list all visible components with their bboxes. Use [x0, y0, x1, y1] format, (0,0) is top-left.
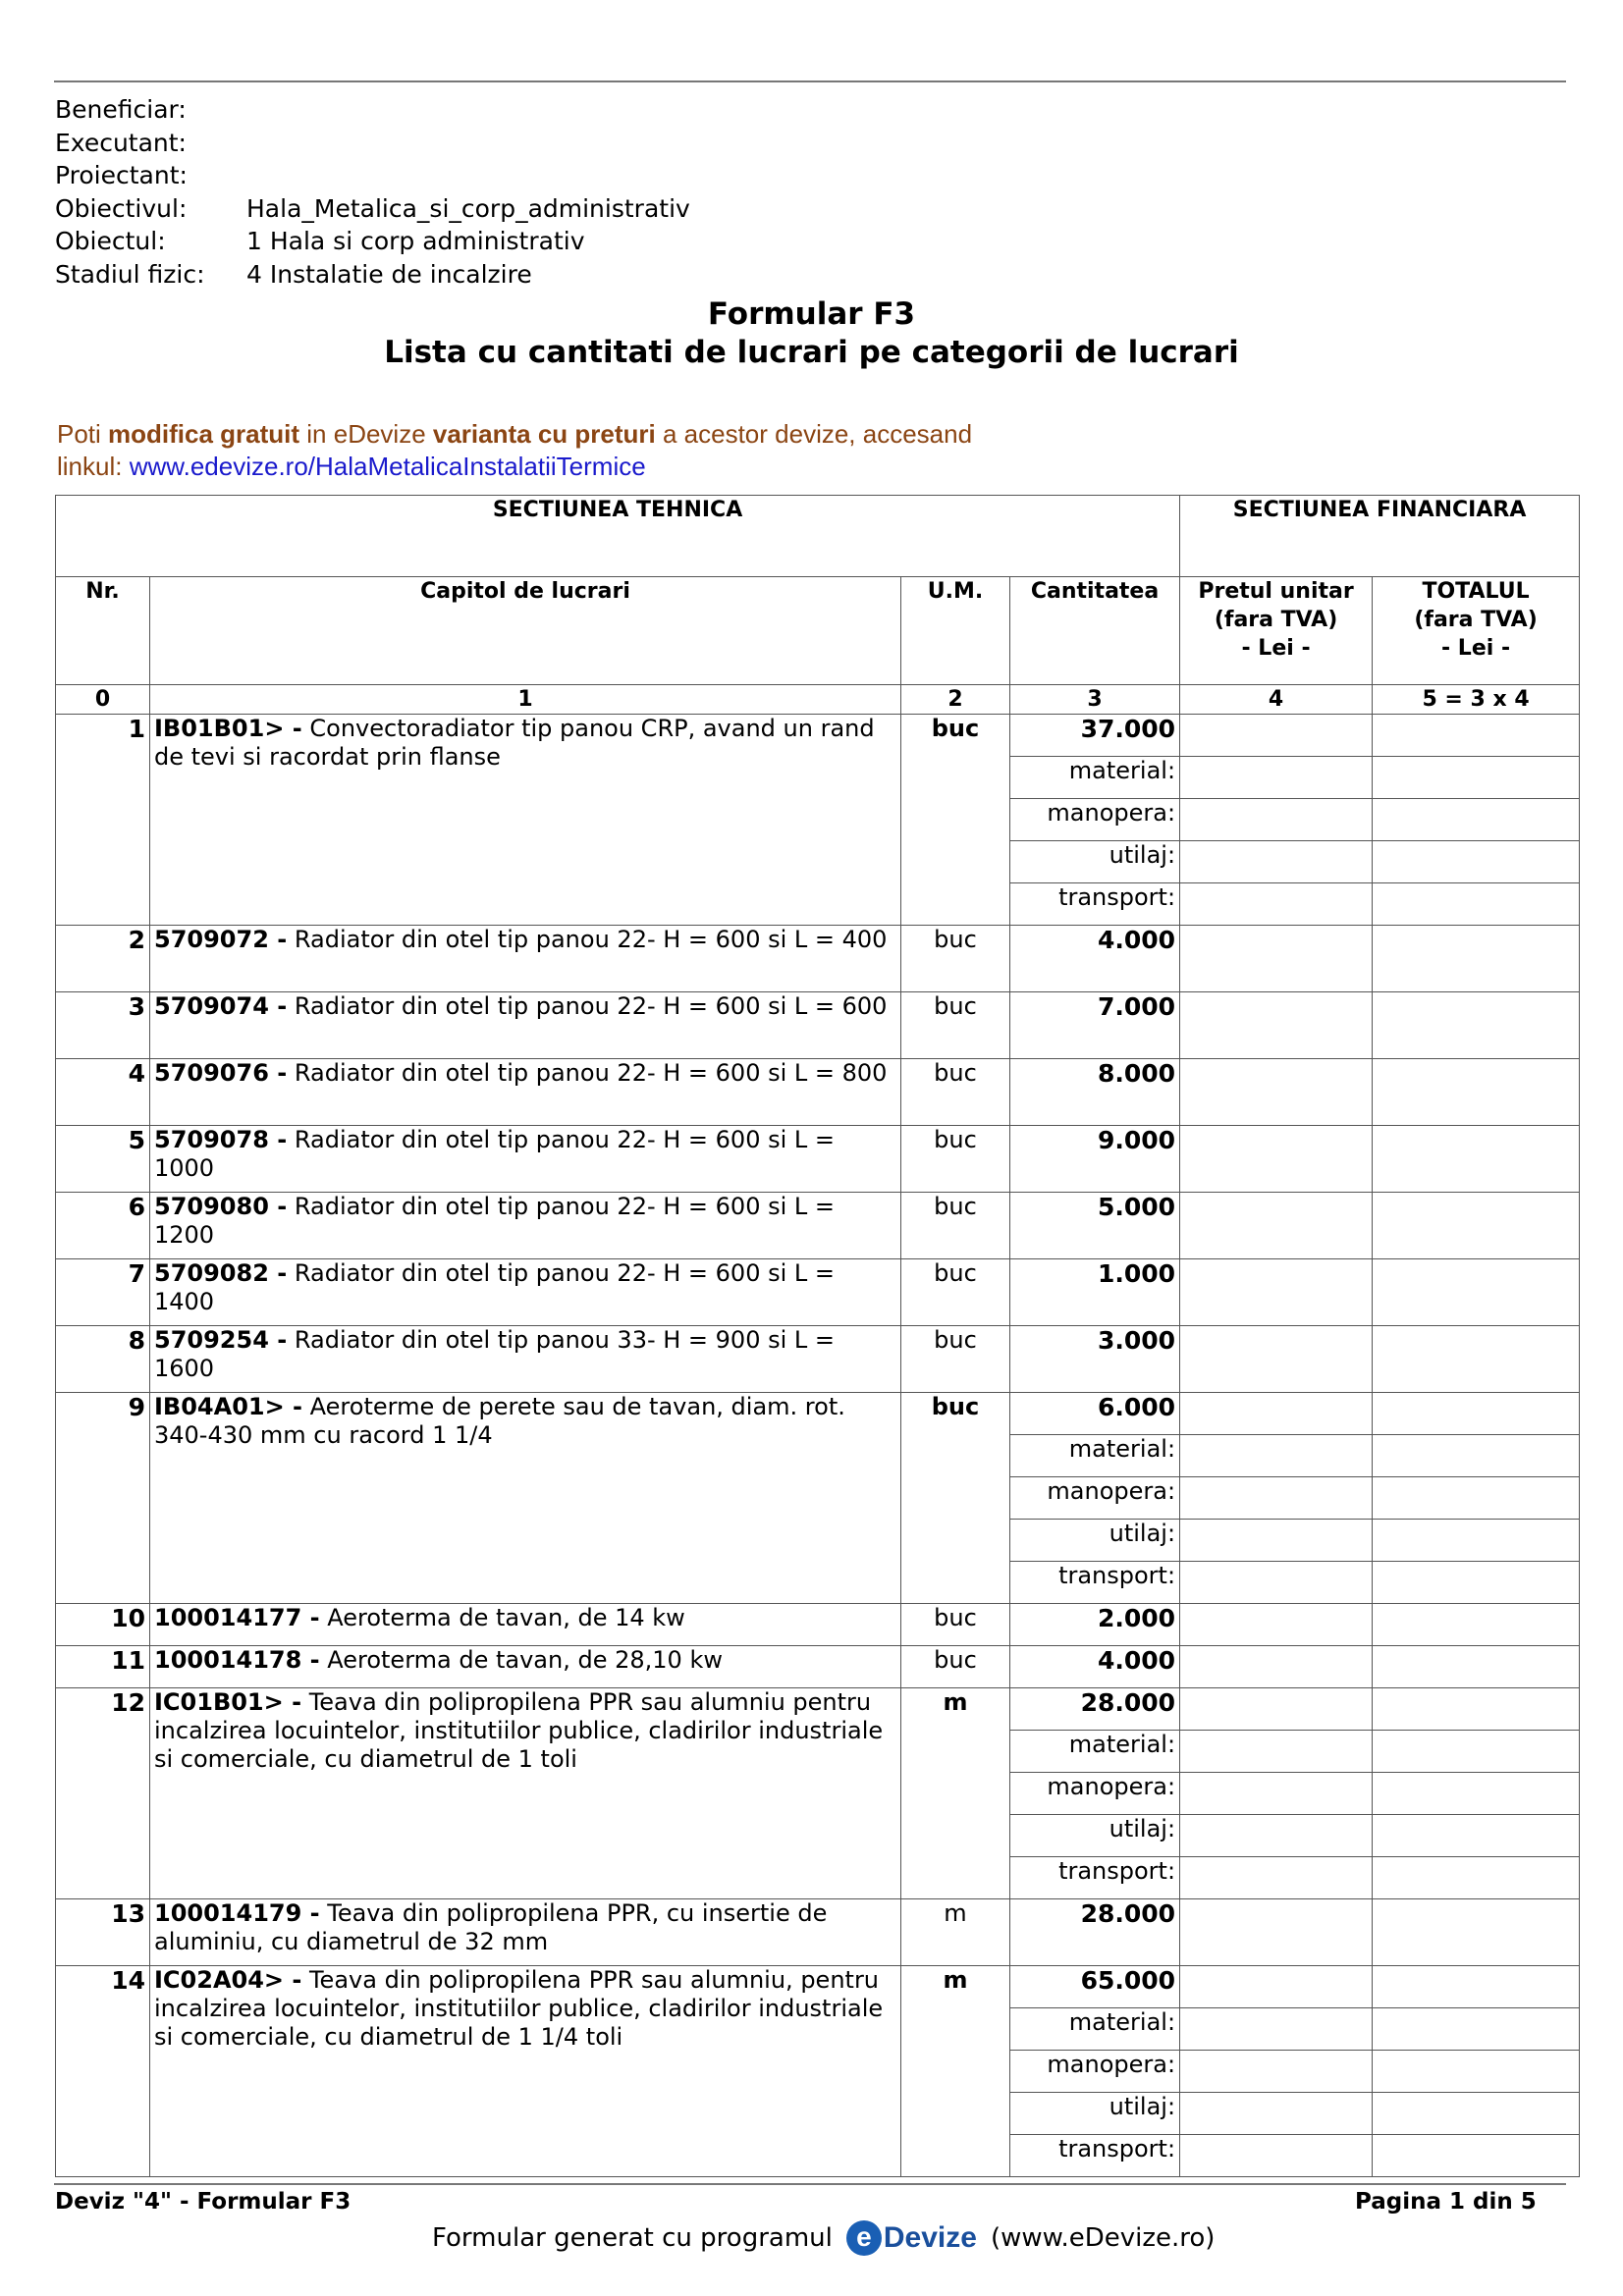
row-description: Radiator din otel tip panou 33- H = 900 si L = 1600 [154, 1326, 836, 1382]
table-row [56, 926, 1580, 992]
row-description: Radiator din otel tip panou 22- H = 600 si L = 1000 [154, 1126, 836, 1182]
col-index-3: 3 [1010, 685, 1180, 715]
row-total [1373, 992, 1580, 1059]
col-index-5: 5 = 3 x 4 [1373, 685, 1580, 715]
row-description: Radiator din otel tip panou 22- H = 600 si L = 800 [287, 1059, 888, 1087]
subrow-total [1373, 841, 1580, 883]
row-code: 5709072 - [154, 926, 288, 953]
subrow-total [1373, 1815, 1580, 1857]
footer-deviz: Deviz "4" - Formular F3 [55, 2189, 352, 2215]
row-total [1373, 1966, 1580, 2008]
subrow-label: transport: [1010, 1562, 1180, 1604]
subrow-unit-price [1180, 1435, 1373, 1477]
row-description: Aeroterme de perete sau de tavan, diam. rot. 340-430 mm cu racord 1 1/4 [154, 1393, 845, 1449]
subrow-total [1373, 883, 1580, 926]
row-total [1373, 1126, 1580, 1193]
row-um: buc [901, 1326, 1010, 1393]
row-code: 5709082 - [154, 1259, 288, 1287]
row-description: Aeroterma de tavan, de 28,10 kw [319, 1646, 723, 1674]
subrow-unit-price [1180, 1857, 1373, 1899]
row-code: IB04A01> - [154, 1393, 303, 1420]
row-nr: 8 [56, 1326, 150, 1393]
meta-proiectant: Proiectant: [55, 161, 188, 190]
row-unit-price [1180, 1193, 1373, 1259]
row-nr: 3 [56, 992, 150, 1059]
subrow-unit-price [1180, 1562, 1373, 1604]
row-unit-price [1180, 1966, 1373, 2008]
footer-rule [54, 2183, 1566, 2185]
subrow-unit-price [1180, 1815, 1373, 1857]
row-code: 100014179 - [154, 1899, 320, 1927]
row-capitol [150, 1688, 901, 1899]
row-quantity: 9.000 [1010, 1126, 1180, 1193]
row-um: buc [901, 1193, 1010, 1259]
row-description: Aeroterma de tavan, de 14 kw [319, 1604, 685, 1631]
row-capitol [150, 1604, 901, 1646]
promo-text: Poti modifica gratuit in eDevize varianta cu preturi a acestor devize, accesand linkul: www.edevize.ro/HalaMetalicaInstalatiiTermice [57, 419, 973, 481]
row-capitol [150, 1126, 901, 1193]
row-code: IC01B01> - [154, 1688, 302, 1716]
subrow-total [1373, 1857, 1580, 1899]
row-quantity: 1.000 [1010, 1259, 1180, 1326]
subrow-unit-price [1180, 2093, 1373, 2135]
row-nr: 10 [56, 1604, 150, 1646]
subrow-label: transport: [1010, 1857, 1180, 1899]
row-total [1373, 1688, 1580, 1731]
row-nr: 1 [56, 715, 150, 926]
row-quantity: 4.000 [1010, 926, 1180, 992]
subrow-unit-price [1180, 2008, 1373, 2051]
row-unit-price [1180, 1059, 1373, 1126]
row-code: 100014177 - [154, 1604, 320, 1631]
subrow-unit-price [1180, 799, 1373, 841]
row-nr: 11 [56, 1646, 150, 1688]
subrow-label: manopera: [1010, 1477, 1180, 1520]
col-index-0: 0 [56, 685, 150, 715]
row-code: 5709078 - [154, 1126, 288, 1153]
table-row [56, 1393, 1580, 1435]
row-code: 5709074 - [154, 992, 288, 1020]
subrow-total [1373, 1435, 1580, 1477]
row-unit-price [1180, 1259, 1373, 1326]
subrow-label: material: [1010, 1731, 1180, 1773]
row-nr: 4 [56, 1059, 150, 1126]
row-quantity: 3.000 [1010, 1326, 1180, 1393]
row-um: buc [901, 926, 1010, 992]
row-description: Radiator din otel tip panou 22- H = 600 si L = 400 [287, 926, 888, 953]
top-rule [54, 80, 1566, 82]
row-capitol [150, 1393, 901, 1604]
row-capitol [150, 1193, 901, 1259]
table-row [56, 1688, 1580, 1731]
meta-beneficiar: Beneficiar: [55, 95, 187, 124]
table-row [56, 1604, 1580, 1646]
meta-obiectul: Obiectul: 1 Hala si corp administrativ [55, 227, 585, 256]
subrow-total [1373, 1562, 1580, 1604]
row-quantity: 6.000 [1010, 1393, 1180, 1435]
table-row [56, 715, 1580, 757]
subrow-total [1373, 757, 1580, 799]
table-row [56, 1126, 1580, 1193]
row-unit-price [1180, 1604, 1373, 1646]
subrow-unit-price [1180, 883, 1373, 926]
row-nr: 6 [56, 1193, 150, 1259]
row-description: Radiator din otel tip panou 22- H = 600 si L = 1200 [154, 1193, 836, 1249]
row-quantity: 28.000 [1010, 1899, 1180, 1966]
row-capitol [150, 715, 901, 926]
row-unit-price [1180, 1646, 1373, 1688]
row-unit-price [1180, 1126, 1373, 1193]
row-unit-price [1180, 926, 1373, 992]
row-description: Teava din polipropilena PPR, cu insertie de aluminiu, cu diametrul de 32 mm [154, 1899, 828, 1955]
row-total [1373, 1259, 1580, 1326]
row-total [1373, 715, 1580, 757]
edevize-logo: e Devize [846, 2220, 977, 2256]
row-unit-price [1180, 1393, 1373, 1435]
subrow-label: material: [1010, 2008, 1180, 2051]
quantities-table [55, 495, 1580, 2177]
row-quantity: 37.000 [1010, 715, 1180, 757]
table-row [56, 1899, 1580, 1966]
col-pret-unitar: Pretul unitar (fara TVA) - Lei - [1180, 577, 1373, 685]
subrow-label: material: [1010, 757, 1180, 799]
row-um: m [901, 1966, 1010, 2177]
table-row [56, 1646, 1580, 1688]
meta-executant: Executant: [55, 128, 187, 157]
row-total [1373, 1604, 1580, 1646]
row-quantity: 4.000 [1010, 1646, 1180, 1688]
row-total [1373, 1393, 1580, 1435]
row-description: Convectoradiator tip panou CRP, avand un rand de tevi si racordat prin flanse [154, 715, 875, 771]
row-unit-price [1180, 1688, 1373, 1731]
row-unit-price [1180, 1899, 1373, 1966]
subrow-unit-price [1180, 841, 1373, 883]
row-quantity: 28.000 [1010, 1688, 1180, 1731]
row-um: m [901, 1899, 1010, 1966]
row-quantity: 7.000 [1010, 992, 1180, 1059]
row-um: buc [901, 715, 1010, 926]
row-code: IC02A04> - [154, 1966, 302, 1994]
row-code: IB01B01> - [154, 715, 302, 742]
subrow-total [1373, 1520, 1580, 1562]
col-index-2: 2 [901, 685, 1010, 715]
subrow-unit-price [1180, 1731, 1373, 1773]
subrow-label: utilaj: [1010, 1520, 1180, 1562]
col-capitol: Capitol de lucrari [150, 577, 901, 685]
row-code: 5709254 - [154, 1326, 288, 1354]
subrow-total [1373, 799, 1580, 841]
table-row [56, 1059, 1580, 1126]
row-um: buc [901, 1604, 1010, 1646]
row-capitol [150, 992, 901, 1059]
row-total [1373, 1646, 1580, 1688]
row-capitol [150, 1059, 901, 1126]
row-nr: 2 [56, 926, 150, 992]
subrow-total [1373, 2008, 1580, 2051]
col-index-4: 4 [1180, 685, 1373, 715]
row-capitol [150, 1259, 901, 1326]
row-nr: 9 [56, 1393, 150, 1604]
subrow-unit-price [1180, 1773, 1373, 1815]
footer-page-number: Pagina 1 din 5 [1355, 2189, 1537, 2215]
col-cantitatea: Cantitatea [1010, 577, 1180, 685]
col-index-1: 1 [150, 685, 901, 715]
row-um: buc [901, 1393, 1010, 1604]
table-row [56, 992, 1580, 1059]
subrow-total [1373, 2051, 1580, 2093]
edevize-link[interactable]: www.edevize.ro/HalaMetalicaInstalatiiTermice [129, 452, 646, 481]
subrow-label: transport: [1010, 883, 1180, 926]
subrow-unit-price [1180, 1477, 1373, 1520]
form-title: Formular F3 [707, 296, 916, 332]
row-um: buc [901, 1059, 1010, 1126]
section-financial: SECTIUNEA FINANCIARA [1180, 496, 1580, 577]
row-nr: 13 [56, 1899, 150, 1966]
table-row [56, 1966, 1580, 2008]
row-unit-price [1180, 715, 1373, 757]
row-um: m [901, 1688, 1010, 1899]
row-total [1373, 926, 1580, 992]
row-capitol [150, 1646, 901, 1688]
row-quantity: 8.000 [1010, 1059, 1180, 1126]
table-row [56, 1259, 1580, 1326]
row-quantity: 2.000 [1010, 1604, 1180, 1646]
row-um: buc [901, 1259, 1010, 1326]
subrow-label: material: [1010, 1435, 1180, 1477]
subrow-label: utilaj: [1010, 1815, 1180, 1857]
subrow-unit-price [1180, 2051, 1373, 2093]
table-row [56, 1193, 1580, 1259]
generator-credit: Formular generat cu programul e Devize (www.eDevize.ro) [432, 2221, 1216, 2254]
col-total: TOTALUL (fara TVA) - Lei - [1373, 577, 1580, 685]
subrow-total [1373, 1731, 1580, 1773]
col-um: U.M. [901, 577, 1010, 685]
row-quantity: 5.000 [1010, 1193, 1180, 1259]
row-capitol [150, 1326, 901, 1393]
row-um: buc [901, 1126, 1010, 1193]
table-body [56, 715, 1580, 2177]
row-unit-price [1180, 1326, 1373, 1393]
subrow-total [1373, 1773, 1580, 1815]
subrow-unit-price [1180, 1520, 1373, 1562]
row-capitol [150, 1899, 901, 1966]
subrow-label: manopera: [1010, 799, 1180, 841]
subrow-label: manopera: [1010, 1773, 1180, 1815]
row-description: Radiator din otel tip panou 22- H = 600 si L = 1400 [154, 1259, 836, 1315]
row-total [1373, 1899, 1580, 1966]
subrow-label: transport: [1010, 2135, 1180, 2177]
subrow-unit-price [1180, 757, 1373, 799]
subrow-label: utilaj: [1010, 841, 1180, 883]
project-meta [55, 93, 690, 292]
row-capitol [150, 926, 901, 992]
subrow-total [1373, 1477, 1580, 1520]
row-nr: 12 [56, 1688, 150, 1899]
row-total [1373, 1193, 1580, 1259]
meta-obiectivul: Obiectivul: Hala_Metalica_si_corp_administrativ [55, 193, 690, 223]
row-description: Radiator din otel tip panou 22- H = 600 si L = 600 [287, 992, 888, 1020]
subrow-label: manopera: [1010, 2051, 1180, 2093]
col-nr: Nr. [56, 577, 150, 685]
subrow-total [1373, 2093, 1580, 2135]
subrow-label: utilaj: [1010, 2093, 1180, 2135]
row-nr: 7 [56, 1259, 150, 1326]
row-description: Teava din polipropilena PPR sau alumniu, pentru incalzirea locuintelor, institutiilor publice, cladirilor industriale si comerciale, cu diametrul de 1 1/4 toli [154, 1966, 884, 2051]
row-unit-price [1180, 992, 1373, 1059]
row-code: 5709080 - [154, 1193, 288, 1220]
meta-stadiul-fizic: Stadiul fizic: 4 Instalatie de incalzire [55, 259, 532, 289]
table-row [56, 1326, 1580, 1393]
form-subtitle: Lista cu cantitati de lucrari pe categorii de lucrari [384, 335, 1239, 370]
row-um: buc [901, 992, 1010, 1059]
row-nr: 14 [56, 1966, 150, 2177]
row-nr: 5 [56, 1126, 150, 1193]
row-capitol [150, 1966, 901, 2177]
row-total [1373, 1326, 1580, 1393]
row-um: buc [901, 1646, 1010, 1688]
row-description: Teava din polipropilena PPR sau alumniu pentru incalzirea locuintelor, institutiilor publice, cladirilor industriale si comerciale, cu diametrul de 1 toli [154, 1688, 884, 1773]
section-technical: SECTIUNEA TEHNICA [56, 496, 1180, 577]
row-total [1373, 1059, 1580, 1126]
subrow-total [1373, 2135, 1580, 2177]
row-code: 5709076 - [154, 1059, 288, 1087]
row-code: 100014178 - [154, 1646, 320, 1674]
subrow-unit-price [1180, 2135, 1373, 2177]
row-quantity: 65.000 [1010, 1966, 1180, 2008]
